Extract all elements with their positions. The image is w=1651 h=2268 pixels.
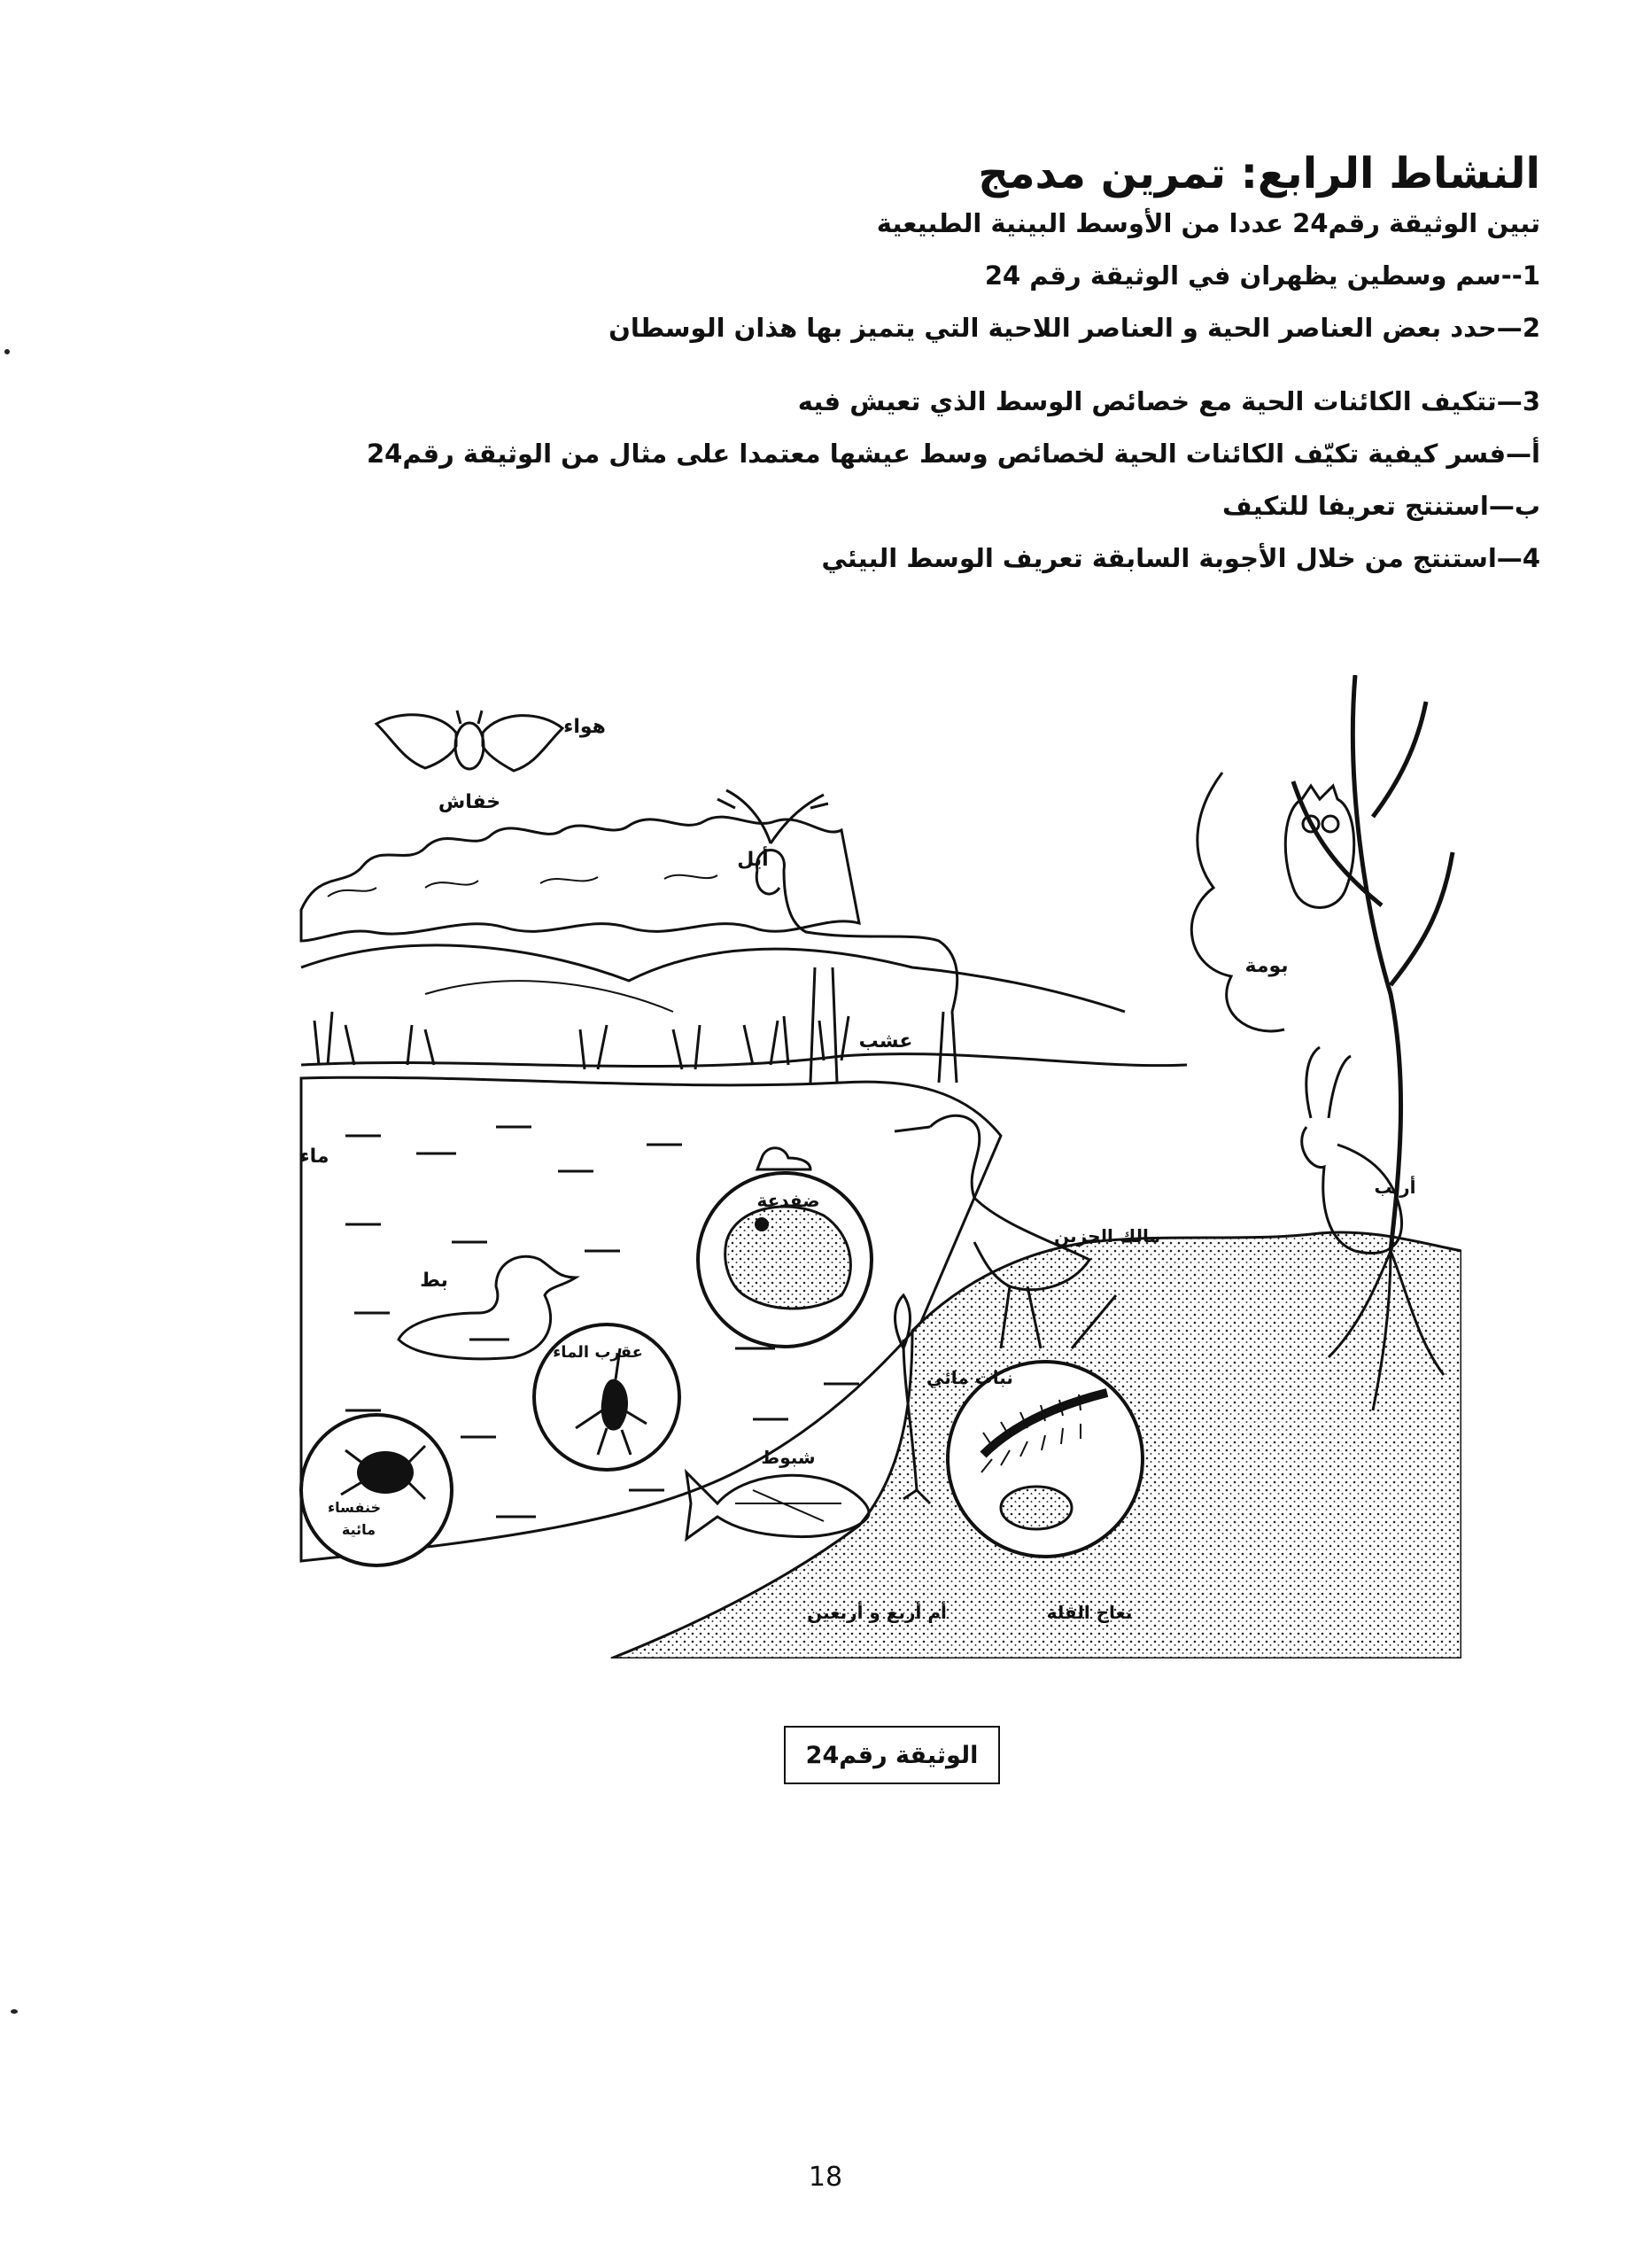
label-owl: بومة [1244,955,1289,977]
question-2: 2—حدد بعض العناصر الحية و العناصر اللاحية التي يتميز بها هذان الوسطان [608,313,1540,343]
scan-speck [11,2009,18,2014]
bat-drawing [376,711,562,771]
label-deer: أيل [737,849,769,871]
question-3a: أ—فسر كيفية تكيّف الكائنات الحية لخصائص وسط عيشها معتمدا على مثال من الوثيقة رقم24 [366,439,1540,469]
rabbit-drawing [1302,1047,1402,1254]
question-4: 4—استنتج من خلال الأجوبة السابقة تعريف الوسط البيئي [821,543,1540,573]
label-water-beetle-1: خنفساء [327,1499,382,1516]
page-number: 18 [808,2162,843,2193]
water-beetle-inset [301,1415,452,1565]
label-heron: مالك الحزين [1054,1225,1160,1247]
label-woodlouse: نعاج القلة [1046,1602,1133,1623]
label-aquatic-plant: نبات مائي [926,1367,1013,1388]
label-duck: بط [420,1270,448,1292]
scan-speck [4,349,10,354]
ecosystem-illustration [292,675,1461,1658]
label-centipede: أم أربع و أربعين [807,1602,947,1623]
label-rabbit: أرنب [1374,1177,1416,1198]
activity-heading: النشاط الرابع: تمرين مدمج [978,149,1540,198]
exercise-text [79,208,1540,598]
label-water: ماء [299,1146,329,1168]
soil-organisms-inset [948,1362,1143,1557]
question-3b: ب—استنتج تعريفا للتكيف [1222,491,1540,521]
label-bat: خفاش [438,791,501,813]
label-water-beetle-2: مائية [341,1521,376,1538]
reeds [314,1012,849,1069]
label-air: هواء [563,716,606,738]
deer-drawing [717,790,957,1083]
label-frog: ضفدعة [756,1190,820,1211]
intro-line: تبين الوثيقة رقم24 عددا من الأوسط البينية الطبيعية [876,208,1540,238]
label-fish: شبوط [761,1447,816,1468]
owl-drawing [1285,786,1353,908]
label-water-scorpion: عقرب الماء [553,1343,643,1362]
question-1: 1--سم وسطين يظهران في الوثيقة رقم 24 [984,260,1540,291]
document-caption: الوثيقة رقم24 [784,1726,1000,1784]
question-3: 3—تتكيف الكائنات الحية مع خصائص الوسط الذي تعيش فيه [797,386,1540,416]
label-grass: عشب [858,1030,913,1052]
hills-shape [301,945,1125,1012]
